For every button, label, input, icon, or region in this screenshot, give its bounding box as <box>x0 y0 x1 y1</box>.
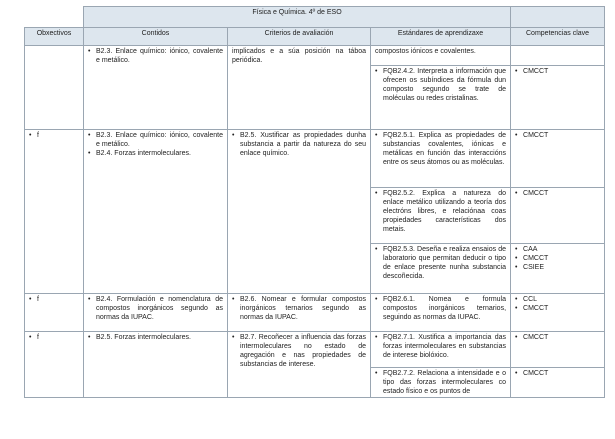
criterion-text: implicados e a súa posición na táboa periódica. <box>232 48 366 64</box>
competence-item: • CMCCT <box>515 333 600 342</box>
competence-item: • CMCCT <box>515 189 600 198</box>
content-item: • B2.3. Enlace químico: iónico, covalente e metálico. <box>88 47 223 65</box>
objectives-header: Obxectivos <box>25 28 84 46</box>
objective-cell <box>25 294 84 332</box>
competence-item: • CCL <box>515 295 600 304</box>
content-item: • B2.3. Enlace químico: iónico, covalente e metálico. <box>88 131 223 149</box>
column-header-row <box>25 28 605 46</box>
standard-text: • FQB2.5.3. Deseña e realiza ensaios de laboratorio que permitan deducir o tipo de enlace presente nunha substancia descoñecida. <box>375 245 506 281</box>
standards-header: Estándares de aprendizaxe <box>371 28 511 46</box>
objective-cell <box>25 46 84 130</box>
standard-text: • FQB2.7.1. Xustifica a importancia das forzas intermoleculares en substancias de interese biolóxico. <box>375 333 506 360</box>
standard-text: • FQB2.7.2. Relaciona a intensidade e o tipo das forzas intermoleculares co estado físico e os puntos de <box>375 369 506 396</box>
standard-cell <box>371 188 511 244</box>
criterion-cell <box>228 46 371 130</box>
criterion-cell <box>228 294 371 332</box>
standard-cell <box>371 66 511 130</box>
criteria-header: Criterios de avaliación <box>228 28 371 46</box>
competences-cell <box>511 130 605 188</box>
standard-cell <box>371 46 511 66</box>
competences-cell <box>511 368 605 398</box>
standard-cell <box>371 332 511 368</box>
competences-cell <box>511 244 605 294</box>
competence-item: • CMCCT <box>515 67 600 76</box>
standard-cell <box>371 244 511 294</box>
curriculum-page <box>24 6 604 398</box>
standard-cell <box>371 368 511 398</box>
competences-cell <box>511 66 605 130</box>
competence-item: • CMCCT <box>515 369 600 378</box>
subject-title: Física e Química. 4º de ESO <box>84 7 511 28</box>
criterion-cell <box>228 130 371 294</box>
subject-header-row <box>25 7 605 28</box>
objective-item: • f <box>29 333 79 342</box>
standard-text: compostos iónicos e covalentes. <box>375 48 476 55</box>
contents-cell <box>84 46 228 130</box>
objective-cell <box>25 130 84 294</box>
objective-cell <box>25 332 84 398</box>
standard-cell <box>371 294 511 332</box>
table-row <box>25 294 605 332</box>
table-row <box>25 46 605 66</box>
standard-text: • FQB2.4.2. Interpreta a información que ofrecen os subíndices da fórmula dun composto segundo se trate de moléculas ou redes cristalinas. <box>375 67 506 103</box>
content-item: • B2.5. Forzas intermoleculares. <box>88 333 223 342</box>
criterion-text: • B2.7. Recoñecer a influencia das forzas intermoleculares no estado de agregación e nas propiedades de substancias de interese. <box>232 333 366 369</box>
criterion-text: • B2.5. Xustificar as propiedades dunha substancia a partir da natureza do seu enlace químico. <box>232 131 366 158</box>
standard-text: • FQB2.6.1. Nomea e formula compostos inorgánicos ternarios, seguindo as normas da IUPAC. <box>375 295 506 322</box>
criterion-cell <box>228 332 371 398</box>
objective-item: • f <box>29 295 79 304</box>
standard-text: • FQB2.5.1. Explica as propiedades de substancias covalentes, iónicas e metálicas en función das interaccións entre os seus átomos ou as moléculas. <box>375 131 506 167</box>
competence-item: • CMCCT <box>515 131 600 140</box>
competences-cell <box>511 188 605 244</box>
content-item: • B2.4. Forzas intermoleculares. <box>88 149 223 158</box>
competences-cell <box>511 294 605 332</box>
standard-text: • FQB2.5.2. Explica a natureza do enlace metálico utilizando a teoría dos electróns libres, e relaciónaa coas propiedades características dos metais. <box>375 189 506 234</box>
table-row <box>25 332 605 368</box>
competences-cell <box>511 332 605 368</box>
contents-cell <box>84 294 228 332</box>
competences-cell <box>511 46 605 66</box>
criterion-text: • B2.6. Nomear e formular compostos inorgánicos ternarios segundo as normas da IUPAC. <box>232 295 366 322</box>
contents-header: Contidos <box>84 28 228 46</box>
competences-header: Competencias clave <box>511 28 605 46</box>
table-body <box>25 46 605 398</box>
contents-cell <box>84 130 228 294</box>
curriculum-table <box>24 6 605 398</box>
competence-item: • CMCCT <box>515 254 600 263</box>
contents-cell <box>84 332 228 398</box>
competence-item: • CAA <box>515 245 600 254</box>
content-item: • B2.4. Formulación e nomenclatura de compostos inorgánicos segundo as normas da IUPAC. <box>88 295 223 322</box>
competence-item: • CMCCT <box>515 304 600 313</box>
objective-item: • f <box>29 131 79 140</box>
competence-item: • CSIEE <box>515 263 600 272</box>
standard-cell <box>371 130 511 188</box>
table-row <box>25 130 605 188</box>
